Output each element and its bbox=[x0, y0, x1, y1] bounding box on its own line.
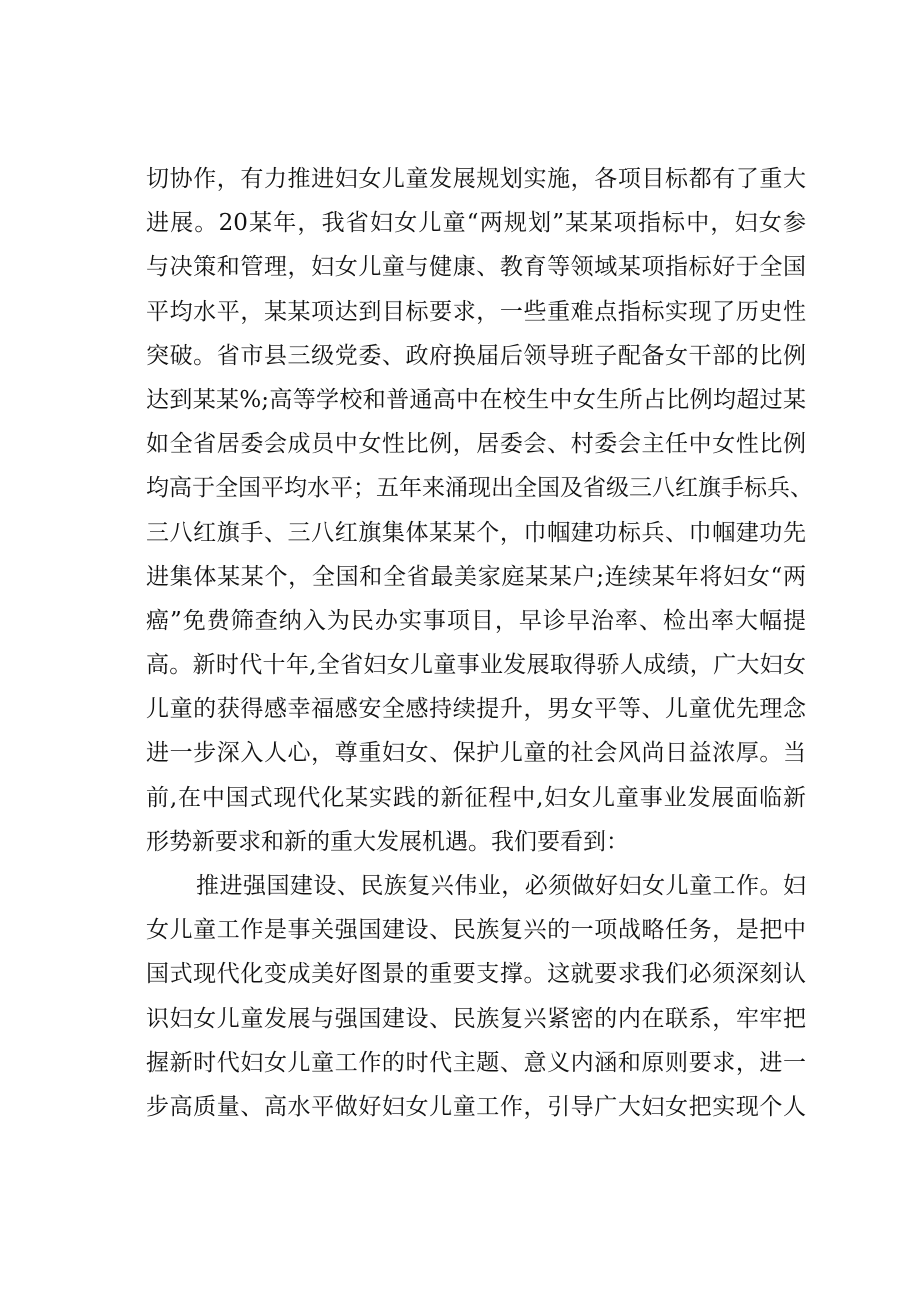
text-line: 与决策和管理，妇女儿童与健康、教育等领域某项指标好于全国 bbox=[146, 254, 806, 281]
text-line: 达到某某%;高等学校和普通高中在校生中女生所占比例均超过某 bbox=[146, 386, 806, 413]
body-text bbox=[146, 157, 813, 1129]
text-line: 识妇女儿童发展与强国建设、民族复兴紧密的内在联系，牢牢把 bbox=[146, 1005, 806, 1032]
text-line: 高。新时代十年,全省妇女儿童事业发展取得骄人成绩，广大妇女 bbox=[146, 652, 806, 679]
text-line: 三八红旗手、三八红旗集体某某个，巾帼建功标兵、巾帼建功先 bbox=[146, 519, 806, 546]
text-line: 切协作，有力推进妇女儿童发展规划实施，各项目标都有了重大 bbox=[146, 166, 806, 192]
text-line: 国式现代化变成美好图景的重要支撑。这就要求我们必须深刻认 bbox=[146, 961, 806, 988]
text-line: 进一步深入人心，尊重妇女、保护儿童的社会风尚日益浓厚。当 bbox=[146, 740, 806, 767]
text-line: 形势新要求和新的重大发展机遇。我们要看到： bbox=[146, 828, 629, 855]
text-line: 女儿童工作是事关强国建设、民族复兴的一项战略任务，是把中 bbox=[146, 917, 806, 944]
text-line: 进集体某某个，全国和全省最美家庭某某户;连续某年将妇女“两 bbox=[146, 563, 806, 590]
text-line: 均高于全国平均水平；五年来涌现出全国及省级三八红旗手标兵、 bbox=[146, 475, 813, 502]
text-line: 如全省居委会成员中女性比例，居委会、村委会主任中女性比例 bbox=[146, 431, 806, 458]
text-line: 进展。20某年，我省妇女儿童“两规划”某某项指标中，妇女参 bbox=[146, 210, 806, 237]
text-line: 突破。省市县三级党委、政府换届后领导班子配备女干部的比例 bbox=[146, 342, 806, 369]
text-line: 握新时代妇女儿童工作的时代主题、意义内涵和原则要求，进一 bbox=[146, 1049, 806, 1076]
text-line: 儿童的获得感幸福感安全感持续提升，男女平等、儿童优先理念 bbox=[146, 696, 806, 723]
text-line: 步高质量、高水平做好妇女儿童工作，引导广大妇女把实现个人 bbox=[146, 1093, 806, 1120]
text-line: 癌”免费筛查纳入为民办实事项目，早诊早治率、检出率大幅提 bbox=[146, 607, 806, 634]
text-line: 前,在中国式现代化某实践的新征程中,妇女儿童事业发展面临新 bbox=[146, 784, 806, 811]
text-line: 平均水平，某某项达到目标要求，一些重难点指标实现了历史性 bbox=[146, 298, 806, 325]
paragraph-first-line: 推进强国建设、民族复兴伟业，必须做好妇女儿童工作。妇 bbox=[196, 873, 806, 899]
